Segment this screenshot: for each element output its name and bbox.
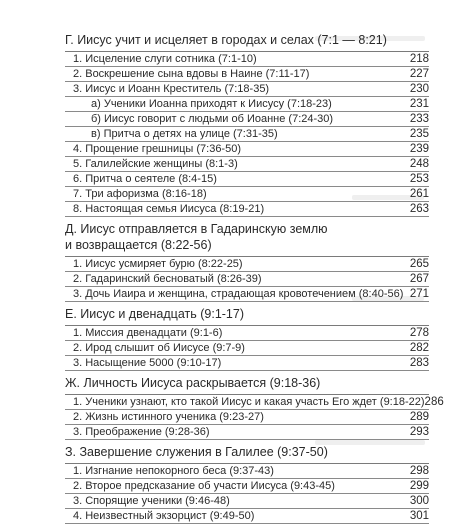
table-of-contents	[65, 30, 444, 526]
entry-title: 1. Миссия двенадцати (9:1-6)	[73, 327, 223, 339]
page-number: 278	[409, 327, 429, 339]
entry-title: 2. Ирод слышит об Иисусе (9:7-9)	[73, 342, 245, 354]
toc-entry[interactable]	[65, 157, 429, 172]
entry-title: 2. Жизнь истинного ученика (9:23-27)	[73, 411, 264, 423]
page-number: 300	[409, 495, 429, 507]
page-number: 261	[409, 188, 429, 200]
entry-title: 3. Преображение (9:28-36)	[73, 426, 210, 438]
entry-title: 1. Исцеление слуги сотника (7:1-10)	[73, 53, 257, 65]
section-heading-text: и возвращается (8:22-56)	[65, 238, 212, 252]
entry-title: в) Притча о детях на улице (7:31-35)	[91, 128, 278, 140]
toc-entry[interactable]	[65, 326, 429, 341]
page-number: 293	[409, 426, 429, 438]
page-number: 283	[409, 357, 429, 369]
toc-subentry[interactable]	[65, 112, 429, 127]
page-number: 230	[409, 83, 429, 95]
toc-subentry[interactable]	[65, 127, 429, 142]
page-number: 233	[409, 113, 429, 125]
entry-title: 2. Второе предсказание об участи Иисуса (9:43-45)	[73, 480, 335, 492]
entry-title: 3. Насыщение 5000 (9:10-17)	[73, 357, 222, 369]
section-heading[interactable]	[65, 30, 429, 52]
section-heading-text: Д. Иисус отправляется в Гадаринскую землю	[65, 222, 328, 236]
entry-title: 4. Прощение грешницы (7:36-50)	[73, 143, 241, 155]
section-heading[interactable]	[65, 373, 429, 395]
section-heading-text: З. Завершение служения в Галилее (9:37-50)	[65, 445, 328, 459]
page-number: 253	[409, 173, 429, 185]
entry-title: б) Иисус говорит с людьми об Иоанне (7:24-30)	[91, 113, 334, 125]
toc-entry[interactable]	[65, 356, 429, 371]
page-number: 299	[409, 480, 429, 492]
page-number: 286	[424, 396, 444, 408]
entry-title: 1. Изгнание непокорного беса (9:37-43)	[73, 465, 274, 477]
page-number: 231	[409, 98, 429, 110]
toc-entry[interactable]	[65, 410, 429, 425]
section-heading-text: Г. Иисус учит и исцеляет в городах и селах (7:1 — 8:21)	[65, 33, 387, 47]
toc-entry[interactable]	[65, 509, 429, 524]
page-number: 282	[409, 342, 429, 354]
page-number: 263	[409, 203, 429, 215]
toc-entry[interactable]	[65, 67, 429, 82]
page-number: 218	[409, 53, 429, 65]
entry-title: 7. Три афоризма (8:16-18)	[73, 188, 207, 200]
page-number: 267	[409, 273, 429, 285]
toc-entry[interactable]	[65, 341, 429, 356]
entry-title: а) Ученики Иоанна приходят к Иисусу (7:18-23)	[91, 98, 332, 110]
page-number: 289	[409, 411, 429, 423]
section-heading-text: Е. Иисус и двенадцать (9:1-17)	[65, 307, 244, 321]
entry-title: 5. Галилейские женщины (8:1-3)	[73, 158, 238, 170]
entry-title: 4. Неизвестный экзорцист (9:49-50)	[73, 510, 255, 522]
toc-entry[interactable]	[65, 202, 429, 217]
entry-title: 8. Настоящая семья Иисуса (8:19-21)	[73, 203, 265, 215]
page-number: 298	[409, 465, 429, 477]
entry-title: 3. Иисус и Иоанн Креститель (7:18-35)	[73, 83, 270, 95]
section-heading[interactable]	[65, 219, 429, 257]
toc-subentry[interactable]	[65, 97, 429, 112]
entry-title: 3. Дочь Иаира и женщина, страдающая кровотечением (8:40-56)	[73, 288, 404, 300]
page-number: 239	[409, 143, 429, 155]
page-number: 235	[409, 128, 429, 140]
toc-entry[interactable]	[65, 187, 429, 202]
toc-entry[interactable]	[65, 82, 429, 97]
entry-title: 3. Спорящие ученики (9:46-48)	[73, 495, 230, 507]
toc-entry[interactable]	[65, 287, 429, 302]
toc-entry[interactable]	[65, 142, 429, 157]
entry-title: 1. Иисус усмиряет бурю (8:22-25)	[73, 258, 243, 270]
entry-title: 1. Ученики узнают, кто такой Иисус и какая участь Его ждет (9:18-22)	[73, 396, 425, 408]
toc-entry[interactable]	[65, 479, 429, 494]
entry-title: 6. Притча о сеятеле (8:4-15)	[73, 173, 217, 185]
section-heading[interactable]	[65, 442, 429, 464]
toc-entry[interactable]	[65, 395, 444, 410]
page-number: 227	[409, 68, 429, 80]
toc-entry[interactable]	[65, 272, 429, 287]
toc-entry[interactable]	[65, 425, 429, 440]
toc-entry[interactable]	[65, 494, 429, 509]
toc-entry[interactable]	[65, 464, 429, 479]
page-number: 271	[409, 288, 429, 300]
page-number: 301	[409, 510, 429, 522]
page-number: 265	[409, 258, 429, 270]
page-number: 248	[409, 158, 429, 170]
entry-title: 2. Воскрешение сына вдовы в Наине (7:11-17)	[73, 68, 310, 80]
toc-entry[interactable]	[65, 257, 429, 272]
section-heading-text: Ж. Личность Иисуса раскрывается (9:18-36)	[65, 376, 321, 390]
section-heading[interactable]	[65, 304, 429, 326]
entry-title: 2. Гадаринский бесноватый (8:26-39)	[73, 273, 262, 285]
toc-entry[interactable]	[65, 52, 429, 67]
toc-entry[interactable]	[65, 172, 429, 187]
